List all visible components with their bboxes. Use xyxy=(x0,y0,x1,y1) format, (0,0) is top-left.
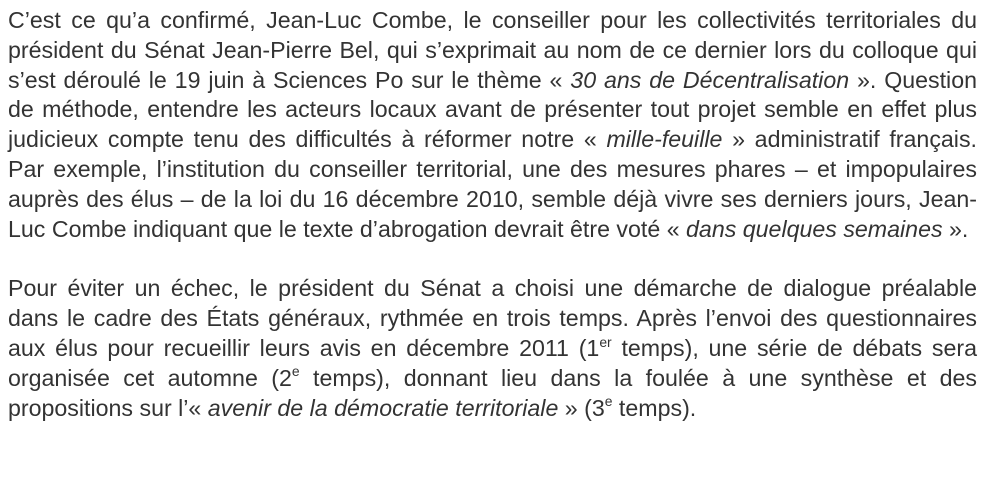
p1-italic-1: 30 ans de Décentralisation xyxy=(570,66,850,93)
p1-italic-3: dans quelques semaines xyxy=(686,215,943,242)
p2-italic-1: avenir de la démocratie territoriale xyxy=(207,394,559,421)
p2-text-1: Pour éviter un échec, le président du Sénat a choisi une démarche de dialogue préalable dans le cadre des États généraux, rythmée en trois temps. Après l’envoi des questionnaires aux élus pour recueillir leurs avis en décembre 2011 (1 xyxy=(8,275,977,361)
p2-superscript-3: e xyxy=(604,393,613,410)
p1-text-1: C’est ce qu’a confirmé, Jean-Luc Combe, le conseiller pour les collectivités territoriales du président du Sénat Jean-Pierre Bel, qui s’exprimait au nom de ce dernier lors du colloque qui s’est déroulé le 19 juin à Sciences Po sur le thème « xyxy=(8,7,977,93)
paragraph-2 xyxy=(8,274,977,423)
p1-italic-2: mille-feuille xyxy=(606,126,723,153)
p2-superscript-1: er xyxy=(599,333,612,350)
p2-text-2: temps), une série de débats sera organisée cet automne (2 xyxy=(8,334,977,391)
paragraph-1 xyxy=(8,6,977,244)
p2-text-5: temps). xyxy=(612,394,697,421)
p1-text-2: ». Question de méthode, entendre les acteurs locaux avant de présenter tout projet semble en effet plus judicieux compte tenu des difficultés à réformer notre « xyxy=(8,66,977,153)
p2-text-4: » (3 xyxy=(558,394,605,421)
p2-superscript-2: e xyxy=(291,363,300,380)
p2-text-3: temps), donnant lieu dans la foulée à une synthèse et des propositions sur l’« xyxy=(8,364,977,421)
p1-text-3: » administratif français. Par exemple, l’institution du conseiller territorial, une des mesures phares – et impopulaires auprès des élus – de la loi du 16 décembre 2010, semble déjà vivre ses derniers jours, Jean-Luc Combe indiquant que le texte d’abrogation devrait être voté « xyxy=(8,126,977,242)
p1-text-4: ». xyxy=(942,215,969,242)
